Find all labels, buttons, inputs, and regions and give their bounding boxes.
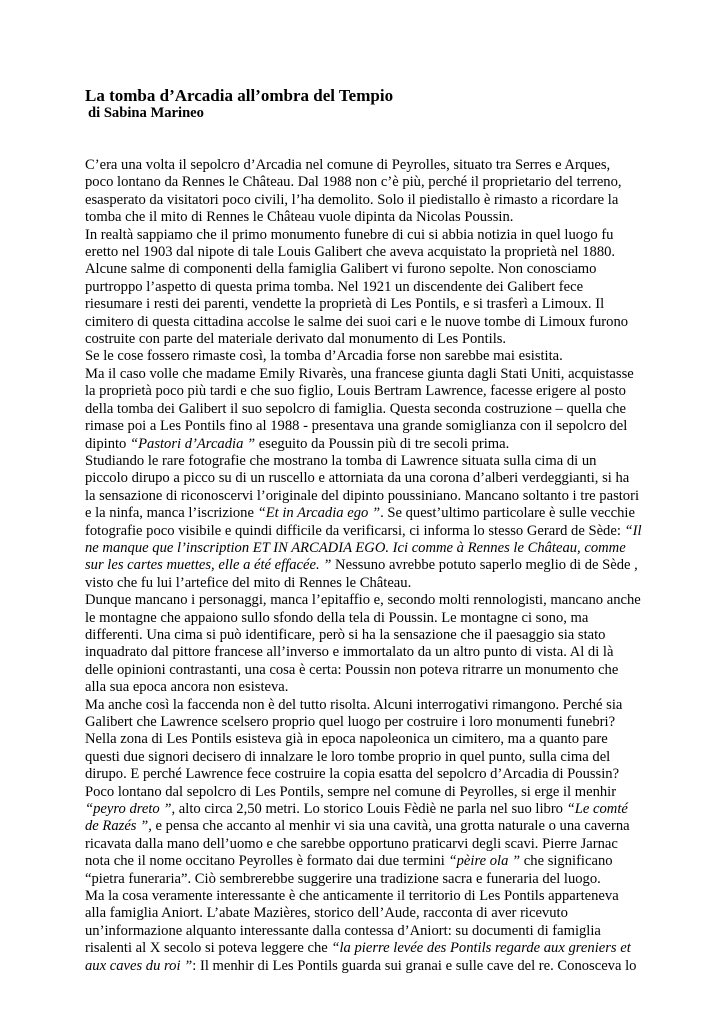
text-segment: Poco lontano dal sepolcro di Les Pontils, sempre nel comune di Peyrolles, si erge il menhir [85,783,617,800]
page-author: di Sabina Marineo [88,105,204,121]
italic-text-segment: “Pastori d’Arcadia ” [130,435,256,452]
text-segment: Nessuno avrebbe potuto saperlo meglio di de Sède , visto che fu lui l’artefice del mito di Rennes le Château. [85,557,638,591]
italic-text-segment: “Et in Arcadia ego ” [257,505,381,522]
paragraph [85,697,642,784]
text-segment: . Se quest’ultimo particolare è sulle vecchie fotografie poco visibile e quindi difficile da verificarsi, ci informa lo stesso Gerard de Sède: [85,505,635,539]
text-segment: C’era una volta il sepolcro d’Arcadia nel comune di Peyrolles, situato tra Serres e Arques, poco lontano da Rennes le Château. Dal 1988 non c’è più, perché il proprietario del terreno, esasperato da visitatori poco civili, l’ha demolito. Solo il piedistallo è rimasto a ricordare la tomba che il mito di Rennes le Château vuole dipinta da Nicolas Poussin. [85,157,622,226]
text-segment: Ma il caso volle che madame Emily Rivarès, una francese giunta dagli Stati Uniti, acquistasse la proprietà poco più tardi e che suo figlio, Louis Bertram Lawrence, facesse erigere al posto della tomba dei Galibert il suo sepolcro di famiglia. Questa seconda costruzione – quella che rimase poi a Les Pontils fino al 1988 - presentava una grande somiglianza con il sepolcro del dipinto [85,365,634,452]
text-segment: In realtà sappiamo che il primo monumento funebre di cui si abbia notizia in quel luogo fu eretto nel 1903 dal nipote di tale Louis Galibert che aveva acquistato la proprietà nel 1880. Alcune salme di componenti della famiglia Galibert vi furono sepolte. Non conosciamo purtroppo l’aspetto di questa prima tomba. Nel 1921 un discendente dei Galibert fece riesumare i resti dei parenti, vendette la proprietà di Les Pontils, e si trasferì a Limoux. Il cimitero di questa cittadina accolse le salme dei suoi cari e le nuove tombe di Limoux furono costruite con parte del materiale derivato dal monumento di Les Pontils. [85,226,629,348]
paragraph [85,784,642,888]
paragraph [85,366,642,453]
text-segment: che significano “pietra funeraria”. Ciò sembrerebbe suggerire una tradizione sacra e funeraria del luogo. [85,853,613,887]
text-segment: Studiando le rare fotografie che mostrano la tomba di Lawrence situata sulla cima di un piccolo dirupo a picco su di un ruscello e attorniata da una corona d’alberi verdeggianti, si ha la sensazione di riconoscervi l’originale del dipinto poussiniano. Mancano soltanto i tre pastori e la ninfa, manca l’iscrizione [85,452,640,522]
italic-text-segment: “Il ne manque que l’inscription ET IN ARCADIA EGO. Ici comme à Rennes le Château, comme sur les cartes muettes, elle a été effacée. ” [85,522,642,574]
paragraph [85,592,642,696]
italic-text-segment: “Le comté de Razés ” [85,801,628,835]
text-segment: , alto circa 2,50 metri. Lo storico Louis Fèdiè ne parla nel suo libro [171,801,567,818]
italic-text-segment: “la pierre levée des Pontils regarde aux greniers et aux caves du roi ” [85,940,631,974]
text-segment: Ma la cosa veramente interessante è che anticamente il territorio di Les Pontils apparteneva alla famiglia Aniort. L’abate Mazières, storico dell’Aude, racconta di aver ricevuto un’informazione alquanto interessante dalla contessa d’Aniort: su documenti di famiglia risalenti al X secolo si poteva leggere che [85,888,619,957]
paragraph [85,453,642,592]
italic-text-segment: “pèire ola ” [448,853,521,870]
paragraph [85,888,642,975]
paragraph [85,227,642,349]
text-segment: eseguito da Poussin più di tre secoli prima. [255,435,510,452]
paragraph [85,157,642,227]
italic-text-segment: “peyro dreto ” [85,801,172,818]
paragraph [85,348,642,365]
article-body [85,157,642,975]
text-segment: Dunque mancano i personaggi, manca l’epitaffio e, secondo molti rennologisti, mancano anche le montagne che appaiono sullo sfondo della tela di Poussin. Le montagne ci sono, ma differenti. Una cima si può identificare, però si ha la sensazione che il paesaggio sia stato inquadrato dal pittore francese all’inverso e immortalato da un altro punto di vista. Al di là delle opinioni contrastanti, una cosa è certa: Poussin non poteva ritrarre un monumento che alla sua epoca ancora non esisteva. [85,592,641,696]
text-segment: , e pensa che accanto al menhir vi sia una cavità, una grotta naturale o una caverna ricavata dalla mano dell’uomo e che sarebbe opportuno praticarvi degli scavi. Pierre Jarnac nota che il nome occitano Peyrolles è formato dai due termini [85,818,630,870]
document-header [85,86,642,121]
text-segment: Ma anche così la faccenda non è del tutto risolta. Alcuni interrogativi rimangono. Perché sia Galibert che Lawrence scelsero proprio quel luogo per costruire i loro monumenti funebri? Nella zona di Les Pontils esisteva già in epoca napoleonica un cimitero, ma a quanto pare questi due signori decisero di innalzare le loro tombe proprio in quel punto, sulla cima del dirupo. E perché Lawrence fece costruire la copia esatta del sepolcro d’Arcadia di Poussin? [85,696,623,783]
page-title: La tomba d’Arcadia all’ombra del Tempio [85,86,394,105]
text-segment: : Il menhir di Les Pontils guarda sui granai e sulle cave del re. Conosceva lo [192,957,637,974]
text-segment: Se le cose fossero rimaste così, la tomba d’Arcadia forse non sarebbe mai esistita. [85,348,563,365]
